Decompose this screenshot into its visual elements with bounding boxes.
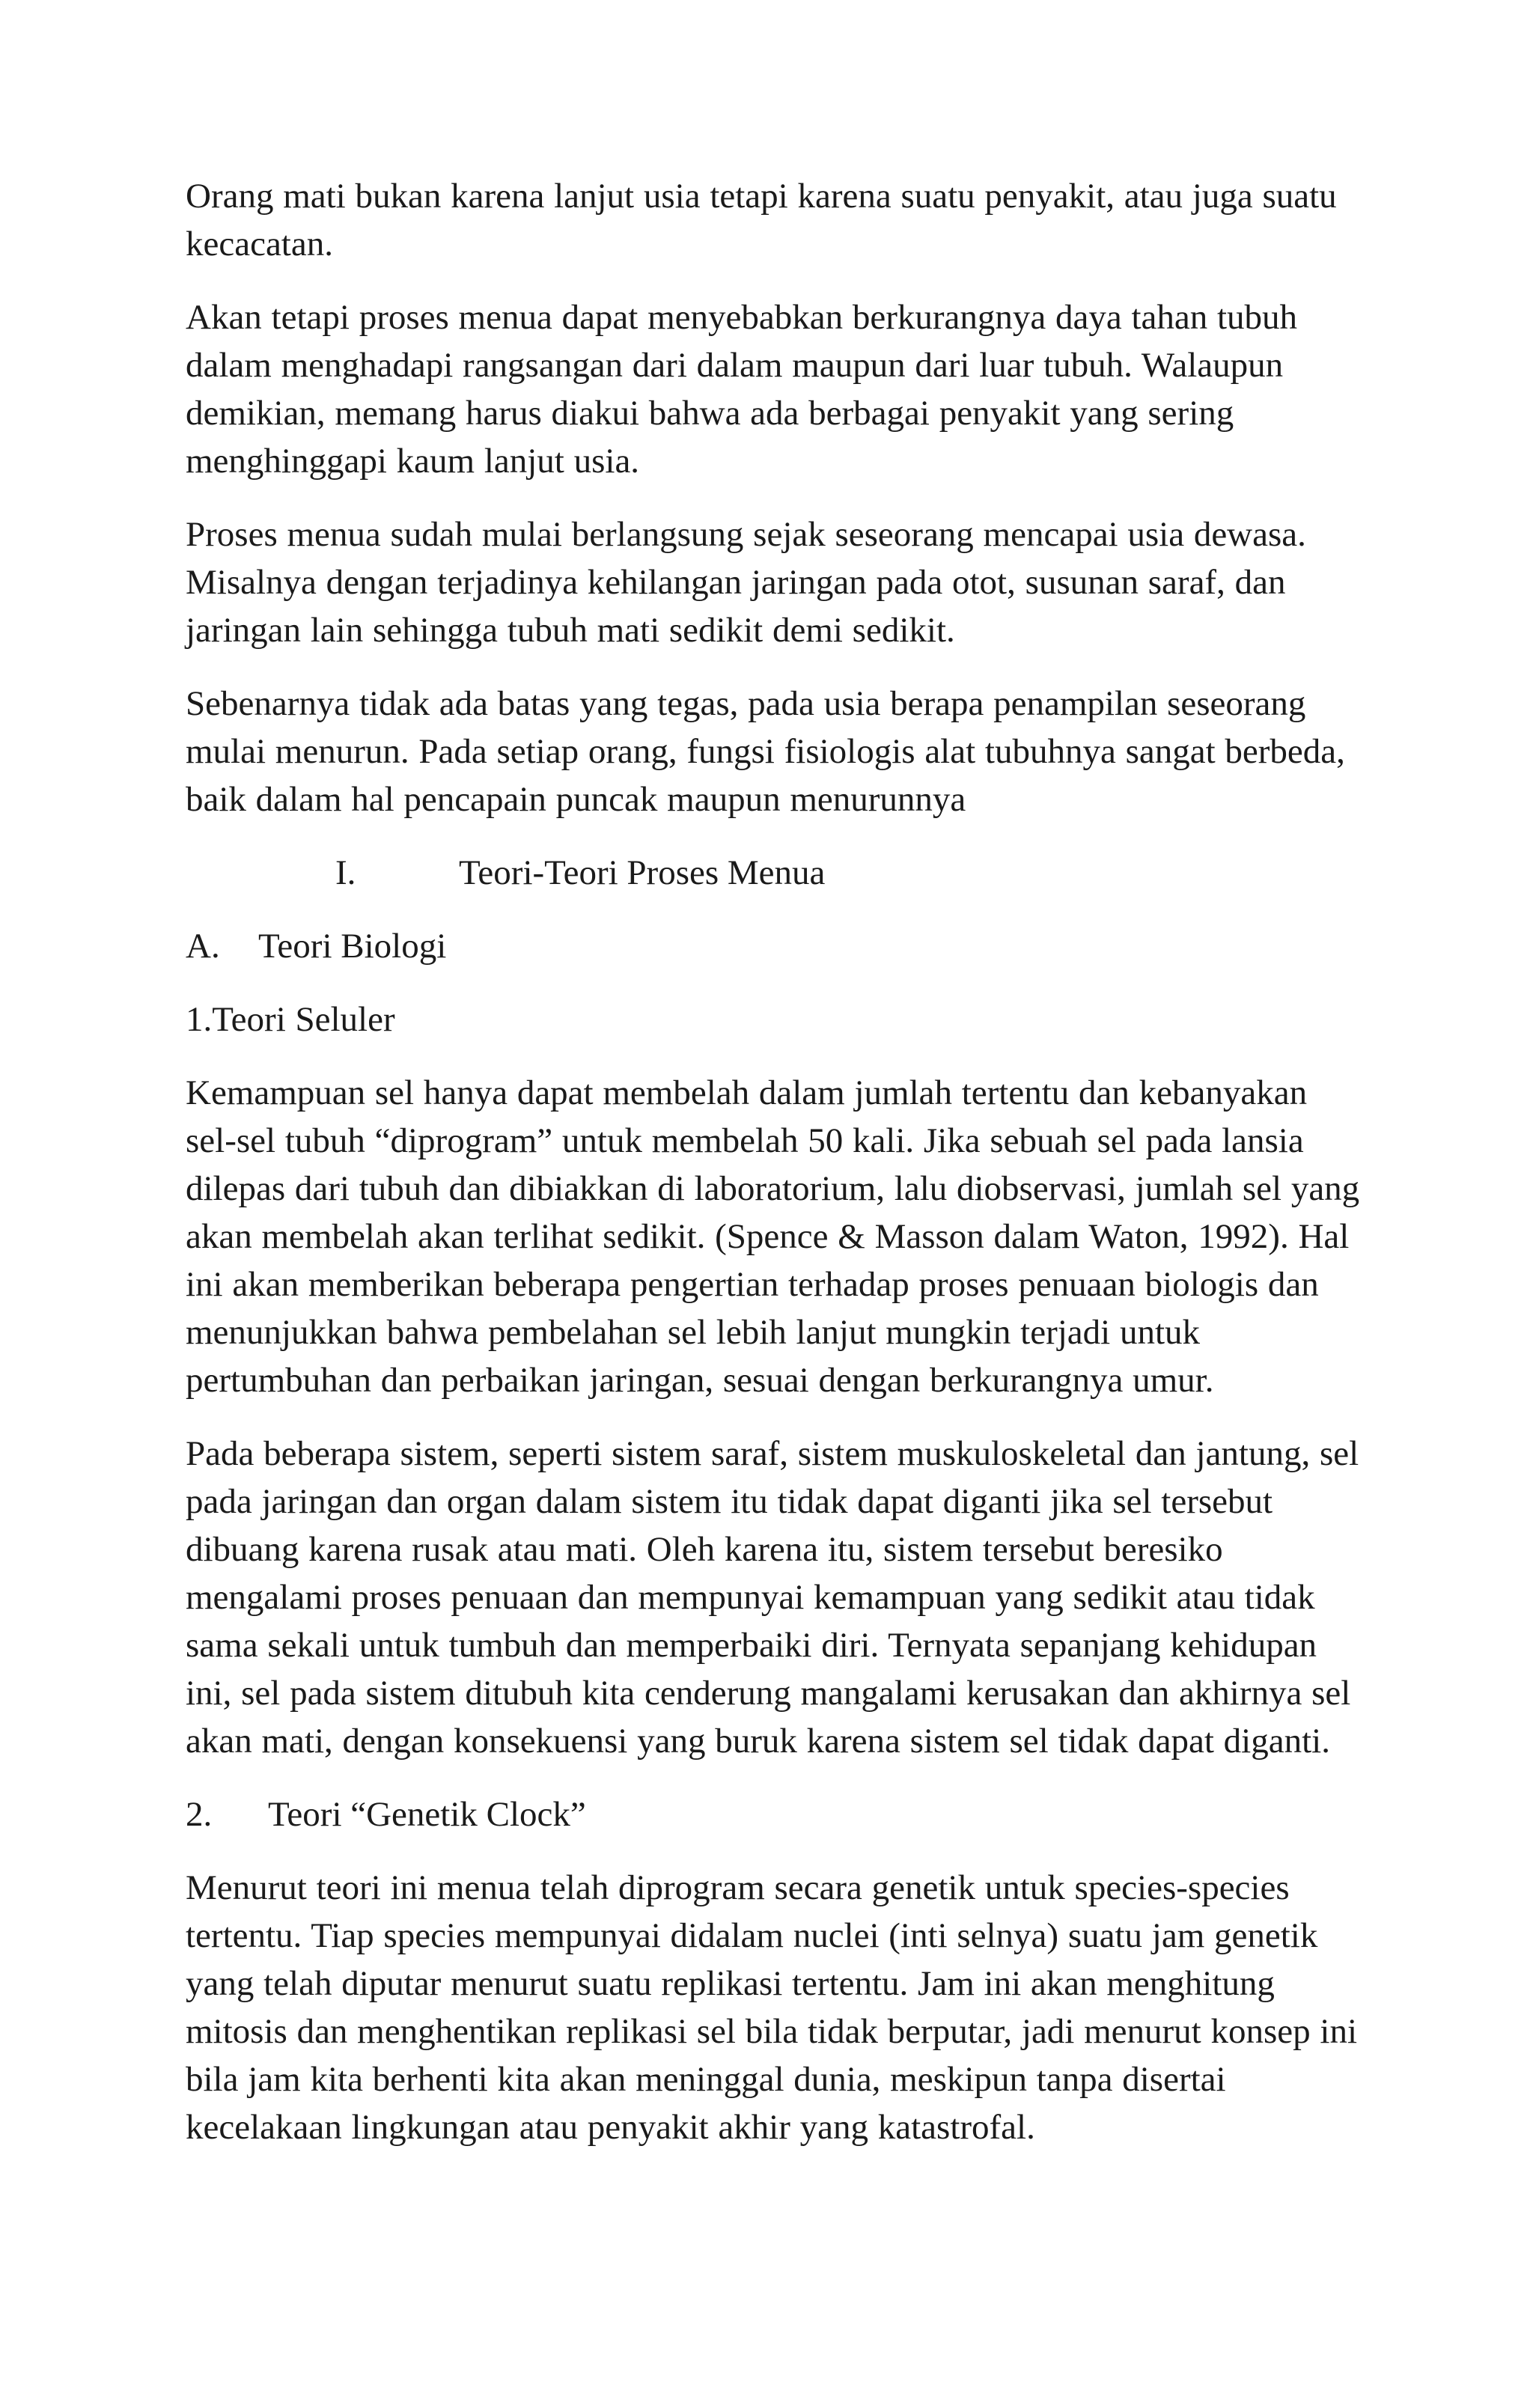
paragraph-systems: Pada beberapa sistem, seperti sistem saraf, sistem muskuloskeletal dan jantung, sel pada jaringan dan organ dalam sistem itu tidak dapat diganti jika sel tersebut dibuang karena rusak atau mati. Oleh karena itu, sistem tersebut beresiko mengalami proses penuaan dan mempunyai kemampuan yang sedikit atau tidak sama sekali untuk tumbuh dan memperbaiki diri. Ternyata sepanjang kehidupan ini, sel pada sistem ditubuh kita cenderung mangalami kerusakan dan akhirnya sel akan mati, dengan konsekuensi yang buruk karena sistem sel tidak dapat diganti. [186,1434,1359,1761]
document-page [186,172,1361,2151]
paragraph-aging-onset: Proses menua sudah mulai berlangsung sejak seseorang mencapai usia dewasa. Misalnya dengan terjadinya kehilangan jaringan pada otot, susunan saraf, dan jaringan lain sehingga tubuh mati sedikit demi sedikit. [186,515,1306,650]
item-title: Teori “Genetik Clock” [268,1795,586,1834]
subsection-letter: A. [186,927,220,966]
item-heading-2 [186,1790,1361,1838]
section-title: Teori-Teori Proses Menua [459,853,826,892]
section-heading [186,849,1361,897]
paragraph-aging-immunity: Akan tetapi proses menua dapat menyebabkan berkurangnya daya tahan tubuh dalam menghadapi rangsangan dari dalam maupun dari luar tubuh. Walaupun demikian, memang harus diakui bahwa ada berbagai penyakit yang sering menghinggapi kaum lanjut usia. [186,298,1298,481]
section-number: I. [335,853,356,892]
paragraph-cellular-theory: Kemampuan sel hanya dapat membelah dalam jumlah tertentu dan kebanyakan sel-sel tubuh “diprogram” untuk membelah 50 kali. Jika sebuah sel pada lansia dilepas dari tubuh dan dibiakkan di laboratorium, lalu diobservasi, jumlah sel yang akan membelah akan terlihat sedikit. (Spence & Masson dalam Waton, 1992). Hal ini akan memberikan beberapa pengertian terhadap proses penuaan biologis dan menunjukkan bahwa pembelahan sel lebih lanjut mungkin terjadi untuk pertumbuhan dan perbaikan jaringan, sesuai dengan berkurangnya umur. [186,1073,1360,1400]
subsection-heading-a [186,922,1361,970]
paragraph-genetic-clock: Menurut teori ini menua telah diprogram secara genetik untuk species-species tertentu. Tiap species mempunyai didalam nuclei (inti selnya) suatu jam genetik yang telah diputar menurut suatu replikasi tertentu. Jam ini akan menghitung mitosis dan menghentikan replikasi sel bila tidak berputar, jadi menurut konsep ini bila jam kita berhenti kita akan meninggal dunia, meskipun tanpa disertai kecelakaan lingkungan atau penyakit akhir yang katastrofal. [186,1868,1358,2147]
subsection-title: Teori Biologi [258,927,447,966]
item-heading-1: 1.Teori Seluler [186,1000,395,1039]
paragraph-no-clear-limit: Sebenarnya tidak ada batas yang tegas, pada usia berapa penampilan seseorang mulai menurun. Pada setiap orang, fungsi fisiologis alat tubuhnya sangat berbeda, baik dalam hal pencapain puncak maupun menurunnya [186,684,1345,819]
paragraph-death-cause: Orang mati bukan karena lanjut usia tetapi karena suatu penyakit, atau juga suatu kecacatan. [186,177,1337,263]
item-number: 2. [186,1795,213,1834]
